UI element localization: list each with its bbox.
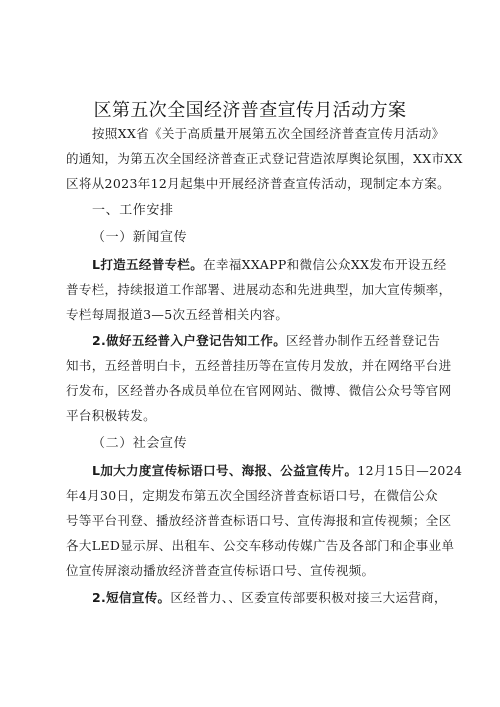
item-1-line-3: 专栏每周报道3—5次五经普相关内容。 — [66, 307, 289, 322]
item-2-line-4: 平台积极转发。 — [66, 408, 156, 423]
item-4-text: 区经普力、、区委宣传部要积极对接三大运营商， — [170, 590, 447, 605]
document-title: 区第五次全国经济普查宣传月活动方案 — [93, 100, 407, 121]
intro-line-1: 按照XX省《关于高质量开展第五次全国经济普查宣传月活动》 — [92, 126, 445, 141]
item-3-line-2: 年4月30日，定期发布第五次全国经济普查标语口号，在微信公众 — [66, 488, 438, 503]
item-2-lead: 2.做好五经普入户登记告知工作。 — [92, 333, 287, 348]
item-3-line-3: 号等平台刊登、播放经济普查标语口号、宣传海报和宣传视频；全区 — [66, 513, 452, 528]
item-2-text: 区经普办制作五经普登记告 — [286, 333, 441, 348]
item-1-lead: L打造五经普专栏。 — [92, 257, 204, 272]
item-4-lead: 2.短信宣传。 — [92, 590, 171, 605]
item-3-lead: L加大力度宣传标语口号、海报、公益宣传片。 — [92, 463, 358, 478]
item-1-first-line — [92, 257, 446, 273]
subsection-heading-news: （一）新闻宣传 — [92, 230, 188, 245]
item-3-line-4: 各大LED显示屏、出租车、公交车移动传媒广告及各部门和企事业单 — [66, 538, 455, 553]
section-heading: 一、工作安排 — [92, 203, 174, 218]
item-1-text: 在幸福XXAPP和微信公众XX发布开设五经 — [203, 257, 447, 272]
item-3-text: 12月15日—2024 — [357, 463, 463, 478]
subsection-heading-social: （二）社会宣传 — [92, 436, 188, 451]
intro-line-3: 区将从2023年12月起集中开展经济普查宣传活动，现制定本方案。 — [66, 176, 450, 191]
intro-line-2: 的通知，为第五次全国经济普查正式登记营造浓厚舆论氛围，XX市XX — [66, 151, 463, 166]
item-1-line-2: 普专栏，持续报道工作部署、进展动态和先进典型，加大宣传频率， — [66, 282, 452, 297]
item-2-line-3: 行发布，区经普办各成员单位在官网网站、微博、微信公众号等官网 — [66, 383, 452, 398]
item-4-first-line — [92, 590, 447, 606]
item-2-first-line — [92, 333, 440, 349]
item-2-line-2: 知书，五经普明白卡，五经普挂历等在宣传月发放，并在网络平台进 — [66, 358, 452, 373]
item-3-first-line — [92, 463, 462, 479]
item-3-line-5: 位宣传屏滚动播放经济普查宣传标语口号、宣传视频。 — [66, 563, 375, 578]
